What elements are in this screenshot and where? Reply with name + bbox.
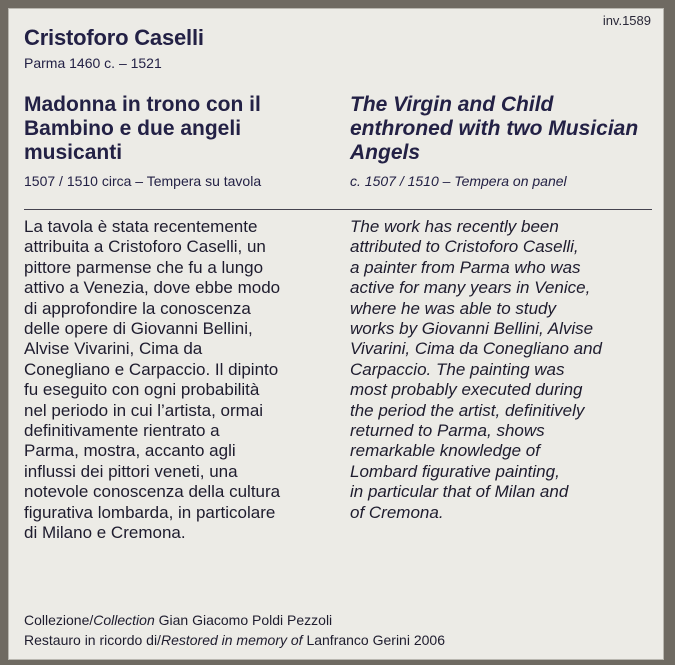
artist-name: Cristoforo Caselli [24, 25, 204, 50]
restoration-name: Lanfranco Gerini 2006 [306, 632, 445, 648]
divider [24, 209, 652, 210]
museum-label [8, 8, 664, 660]
title-english: The Virgin and Child enthroned with two Musician Angels [350, 93, 639, 164]
collection-label-en: Collection [93, 612, 155, 628]
restoration-label-en: Restored in memory of [160, 632, 303, 648]
restoration-credit [24, 632, 445, 648]
description-italian: La tavola è stata recentemente attribuita a Cristoforo Caselli, un pittore parmense che fu a lungo attivo a Venezia, dove ebbe modo di approfondire la conoscenza delle opere di Giovanni Bellini, Alvise Vivarini, Cima da Conegliano e Carpaccio. Il dipinto fu eseguito con ogni probabilità nel periodo in cui l’artista, ormai definitivamente rientrato a Parma, mostra, accanto agli influssi dei pittori veneti, una notevole conoscenza della cultura figurativa lombarda, in particolare di Milano e Cremona. [24, 217, 281, 543]
inventory-number: inv.1589 [602, 13, 651, 28]
collection-credit [24, 612, 332, 628]
title-italian: Madonna in trono con il Bambino e due angeli musicanti [24, 93, 261, 164]
restoration-label-it: Restauro in ricordo di/ [24, 632, 161, 648]
collection-name: Gian Giacomo Poldi Pezzoli [154, 612, 333, 628]
dating-english: c. 1507 / 1510 – Tempera on panel [350, 173, 567, 189]
description-english: The work has recently been attributed to Cristoforo Caselli, a painter from Parma who was active for many years in Venice, where he was able to study works by Giovanni Bellini, Alvise Vivarini, Cima da Conegliano and Carpaccio. The painting was most probably executed during the period the artist, definitively returned to Parma, shows remarkable knowledge of Lombard figurative painting, in particular that of Milan and of Cremona. [350, 217, 603, 522]
collection-label-it: Collezione/ [24, 612, 94, 628]
dating-italian: 1507 / 1510 circa – Tempera su tavola [24, 173, 262, 189]
artist-dates: Parma 1460 c. – 1521 [24, 55, 162, 71]
